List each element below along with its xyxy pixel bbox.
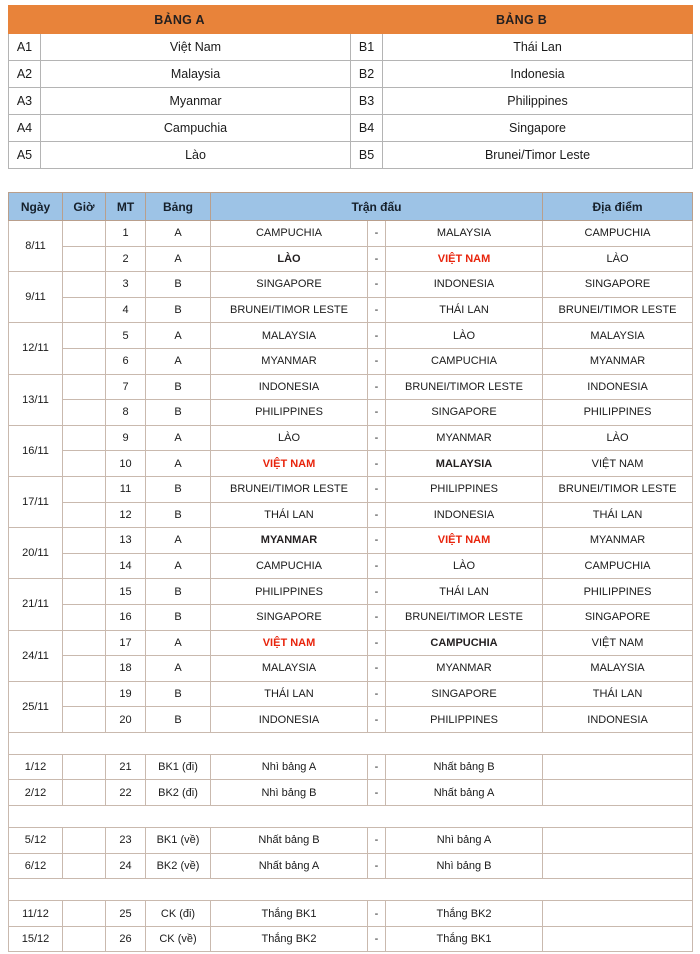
match-separator: -	[368, 828, 386, 854]
match-time	[63, 348, 106, 374]
away-team: INDONESIA	[386, 272, 543, 298]
knockout-row	[9, 926, 693, 952]
schedule-spacer-row	[9, 806, 693, 828]
match-venue: PHILIPPINES	[543, 579, 693, 605]
group-a-team: Việt Nam	[41, 34, 351, 61]
group-a-code: A5	[9, 142, 41, 169]
knockout-row	[9, 780, 693, 806]
match-separator: -	[368, 400, 386, 426]
group-a-code: A2	[9, 61, 41, 88]
match-group: B	[146, 297, 211, 323]
match-time	[63, 579, 106, 605]
knockout-match-number: 21	[106, 754, 146, 780]
match-venue: MALAYSIA	[543, 656, 693, 682]
knockout-stage: BK2 (đi)	[146, 780, 211, 806]
match-separator: -	[368, 853, 386, 879]
vietnam-team-label: VIỆT NAM	[437, 252, 491, 265]
match-venue: CAMPUCHIA	[543, 553, 693, 579]
schedule-row	[9, 348, 693, 374]
away-team: SINGAPORE	[386, 400, 543, 426]
knockout-row	[9, 901, 693, 927]
home-team	[211, 451, 368, 477]
home-team: MYANMAR	[211, 348, 368, 374]
match-separator: -	[368, 374, 386, 400]
knockout-away-team: Nhất bảng B	[386, 754, 543, 780]
match-separator: -	[368, 901, 386, 927]
match-date: 20/11	[9, 528, 63, 579]
groups-table-row	[9, 34, 693, 61]
match-venue: MYANMAR	[543, 528, 693, 554]
schedule-table	[8, 192, 693, 952]
knockout-match-number: 24	[106, 853, 146, 879]
schedule-row	[9, 374, 693, 400]
schedule-spacer-row	[9, 879, 693, 901]
team-label: MALAYSIA	[435, 457, 493, 470]
match-date: 21/11	[9, 579, 63, 630]
knockout-home-team: Nhất bảng B	[211, 828, 368, 854]
away-team: LÀO	[386, 323, 543, 349]
match-number: 17	[106, 630, 146, 656]
match-group: B	[146, 272, 211, 298]
home-team: PHILIPPINES	[211, 579, 368, 605]
home-team: INDONESIA	[211, 374, 368, 400]
home-team: INDONESIA	[211, 707, 368, 733]
match-group: A	[146, 553, 211, 579]
match-group: A	[146, 425, 211, 451]
group-a-team: Myanmar	[41, 88, 351, 115]
group-a-code: A3	[9, 88, 41, 115]
knockout-match-number: 23	[106, 828, 146, 854]
home-team: MALAYSIA	[211, 656, 368, 682]
group-a-header: BẢNG A	[9, 6, 351, 34]
knockout-stage: BK1 (đi)	[146, 754, 211, 780]
knockout-row	[9, 754, 693, 780]
group-b-header: BẢNG B	[351, 6, 693, 34]
schedule-row	[9, 707, 693, 733]
schedule-row	[9, 246, 693, 272]
match-separator: -	[368, 297, 386, 323]
match-number: 12	[106, 502, 146, 528]
match-venue: BRUNEI/TIMOR LESTE	[543, 476, 693, 502]
match-number: 18	[106, 656, 146, 682]
match-separator: -	[368, 630, 386, 656]
knockout-venue	[543, 828, 693, 854]
match-group: B	[146, 604, 211, 630]
match-number: 6	[106, 348, 146, 374]
group-b-code: B2	[351, 61, 383, 88]
match-venue: PHILIPPINES	[543, 400, 693, 426]
header-venue: Địa điểm	[543, 193, 693, 221]
match-time	[63, 656, 106, 682]
match-number: 14	[106, 553, 146, 579]
match-group: A	[146, 323, 211, 349]
match-number: 15	[106, 579, 146, 605]
match-venue: SINGAPORE	[543, 604, 693, 630]
match-time	[63, 323, 106, 349]
match-time	[63, 221, 106, 247]
match-group: B	[146, 502, 211, 528]
knockout-away-team: Thắng BK1	[386, 926, 543, 952]
match-time	[63, 528, 106, 554]
away-team: MALAYSIA	[386, 221, 543, 247]
home-team: SINGAPORE	[211, 272, 368, 298]
schedule-table-container	[8, 192, 692, 952]
match-date: 25/11	[9, 681, 63, 732]
header-group: Bảng	[146, 193, 211, 221]
knockout-date: 2/12	[9, 780, 63, 806]
match-separator: -	[368, 451, 386, 477]
match-venue: INDONESIA	[543, 707, 693, 733]
match-separator: -	[368, 707, 386, 733]
away-team: INDONESIA	[386, 502, 543, 528]
match-separator: -	[368, 926, 386, 952]
match-separator: -	[368, 553, 386, 579]
knockout-row	[9, 828, 693, 854]
schedule-row	[9, 579, 693, 605]
knockout-home-team: Nhì bảng A	[211, 754, 368, 780]
group-a-team: Campuchia	[41, 115, 351, 142]
match-group: B	[146, 681, 211, 707]
match-group: B	[146, 476, 211, 502]
home-team: SINGAPORE	[211, 604, 368, 630]
knockout-date: 11/12	[9, 901, 63, 927]
home-team: THÁI LAN	[211, 681, 368, 707]
knockout-match-number: 26	[106, 926, 146, 952]
match-number: 7	[106, 374, 146, 400]
knockout-venue	[543, 853, 693, 879]
knockout-date: 5/12	[9, 828, 63, 854]
home-team: BRUNEI/TIMOR LESTE	[211, 476, 368, 502]
match-time	[63, 246, 106, 272]
knockout-stage: CK (về)	[146, 926, 211, 952]
knockout-time	[63, 926, 106, 952]
group-b-code: B5	[351, 142, 383, 169]
schedule-row	[9, 451, 693, 477]
group-a-team: Malaysia	[41, 61, 351, 88]
header-date: Ngày	[9, 193, 63, 221]
match-venue: MYANMAR	[543, 348, 693, 374]
knockout-row	[9, 853, 693, 879]
match-number: 2	[106, 246, 146, 272]
knockout-venue	[543, 901, 693, 927]
group-b-code: B1	[351, 34, 383, 61]
match-time	[63, 707, 106, 733]
home-team: CAMPUCHIA	[211, 553, 368, 579]
schedule-row	[9, 681, 693, 707]
knockout-stage: BK2 (về)	[146, 853, 211, 879]
knockout-date: 6/12	[9, 853, 63, 879]
match-separator: -	[368, 272, 386, 298]
match-group: A	[146, 348, 211, 374]
match-time	[63, 604, 106, 630]
match-time	[63, 272, 106, 298]
vietnam-team-label: VIỆT NAM	[262, 636, 316, 649]
match-separator: -	[368, 348, 386, 374]
group-a-team: Lào	[41, 142, 351, 169]
away-team: BRUNEI/TIMOR LESTE	[386, 374, 543, 400]
match-venue: VIỆT NAM	[543, 451, 693, 477]
match-group: B	[146, 400, 211, 426]
schedule-spacer-cell	[9, 879, 693, 901]
match-number: 11	[106, 476, 146, 502]
team-label: CAMPUCHIA	[430, 636, 498, 649]
match-group: B	[146, 374, 211, 400]
match-time	[63, 502, 106, 528]
match-separator: -	[368, 502, 386, 528]
away-team	[386, 246, 543, 272]
knockout-venue	[543, 754, 693, 780]
knockout-time	[63, 780, 106, 806]
knockout-stage: CK (đi)	[146, 901, 211, 927]
schedule-row	[9, 476, 693, 502]
header-match-no: MT	[106, 193, 146, 221]
group-b-team: Philippines	[383, 88, 693, 115]
knockout-venue	[543, 926, 693, 952]
schedule-row	[9, 630, 693, 656]
group-a-code: A4	[9, 115, 41, 142]
home-team	[211, 630, 368, 656]
match-separator: -	[368, 780, 386, 806]
match-group: A	[146, 630, 211, 656]
match-venue: MALAYSIA	[543, 323, 693, 349]
match-separator: -	[368, 579, 386, 605]
knockout-home-team: Nhì bảng B	[211, 780, 368, 806]
knockout-time	[63, 901, 106, 927]
away-team: PHILIPPINES	[386, 476, 543, 502]
group-a-code: A1	[9, 34, 41, 61]
match-number: 4	[106, 297, 146, 323]
match-time	[63, 630, 106, 656]
away-team	[386, 528, 543, 554]
away-team	[386, 451, 543, 477]
match-venue: LÀO	[543, 425, 693, 451]
group-b-code: B4	[351, 115, 383, 142]
group-b-team: Thái Lan	[383, 34, 693, 61]
match-date: 24/11	[9, 630, 63, 681]
schedule-row	[9, 272, 693, 298]
away-team: SINGAPORE	[386, 681, 543, 707]
knockout-home-team: Nhất bảng A	[211, 853, 368, 879]
match-venue: BRUNEI/TIMOR LESTE	[543, 297, 693, 323]
knockout-match-number: 25	[106, 901, 146, 927]
home-team	[211, 528, 368, 554]
match-date: 9/11	[9, 272, 63, 323]
groups-table-body	[9, 34, 693, 169]
away-team: THÁI LAN	[386, 297, 543, 323]
match-number: 19	[106, 681, 146, 707]
match-group: A	[146, 221, 211, 247]
match-separator: -	[368, 246, 386, 272]
match-number: 13	[106, 528, 146, 554]
schedule-row	[9, 425, 693, 451]
schedule-spacer-cell	[9, 806, 693, 828]
match-number: 8	[106, 400, 146, 426]
match-separator: -	[368, 221, 386, 247]
header-time: Giờ	[63, 193, 106, 221]
schedule-table-body	[9, 221, 693, 952]
schedule-row	[9, 604, 693, 630]
away-team: LÀO	[386, 553, 543, 579]
group-b-team: Indonesia	[383, 61, 693, 88]
knockout-time	[63, 853, 106, 879]
match-venue: CAMPUCHIA	[543, 221, 693, 247]
away-team: MYANMAR	[386, 656, 543, 682]
match-group: A	[146, 656, 211, 682]
knockout-home-team: Thắng BK1	[211, 901, 368, 927]
knockout-home-team: Thắng BK2	[211, 926, 368, 952]
match-number: 20	[106, 707, 146, 733]
knockout-away-team: Thắng BK2	[386, 901, 543, 927]
team-label: MYANMAR	[260, 534, 318, 547]
away-team: BRUNEI/TIMOR LESTE	[386, 604, 543, 630]
match-time	[63, 425, 106, 451]
match-separator: -	[368, 604, 386, 630]
away-team	[386, 630, 543, 656]
schedule-row	[9, 221, 693, 247]
group-b-team: Singapore	[383, 115, 693, 142]
schedule-row	[9, 553, 693, 579]
match-date: 17/11	[9, 476, 63, 527]
groups-table	[8, 5, 693, 169]
groups-table-row	[9, 142, 693, 169]
groups-table-row	[9, 88, 693, 115]
match-number: 3	[106, 272, 146, 298]
match-number: 10	[106, 451, 146, 477]
schedule-spacer-cell	[9, 732, 693, 754]
match-time	[63, 451, 106, 477]
match-separator: -	[368, 754, 386, 780]
home-team	[211, 246, 368, 272]
vietnam-team-label: VIỆT NAM	[437, 534, 491, 547]
match-time	[63, 553, 106, 579]
knockout-away-team: Nhì bảng A	[386, 828, 543, 854]
vietnam-team-label: VIỆT NAM	[262, 457, 316, 470]
match-time	[63, 476, 106, 502]
home-team: PHILIPPINES	[211, 400, 368, 426]
match-venue: THÁI LAN	[543, 502, 693, 528]
match-separator: -	[368, 323, 386, 349]
schedule-header-row	[9, 193, 693, 221]
match-time	[63, 681, 106, 707]
home-team: THÁI LAN	[211, 502, 368, 528]
home-team: BRUNEI/TIMOR LESTE	[211, 297, 368, 323]
knockout-date: 1/12	[9, 754, 63, 780]
match-group: B	[146, 707, 211, 733]
knockout-away-team: Nhất bảng A	[386, 780, 543, 806]
match-venue: VIỆT NAM	[543, 630, 693, 656]
header-match: Trận đấu	[211, 193, 543, 221]
match-separator: -	[368, 681, 386, 707]
home-team: CAMPUCHIA	[211, 221, 368, 247]
match-separator: -	[368, 476, 386, 502]
match-number: 1	[106, 221, 146, 247]
match-number: 9	[106, 425, 146, 451]
match-time	[63, 297, 106, 323]
schedule-row	[9, 528, 693, 554]
knockout-time	[63, 828, 106, 854]
match-date: 12/11	[9, 323, 63, 374]
schedule-row	[9, 297, 693, 323]
match-time	[63, 374, 106, 400]
schedule-spacer-row	[9, 732, 693, 754]
group-b-team: Brunei/Timor Leste	[383, 142, 693, 169]
knockout-time	[63, 754, 106, 780]
match-separator: -	[368, 528, 386, 554]
group-b-code: B3	[351, 88, 383, 115]
home-team: MALAYSIA	[211, 323, 368, 349]
match-group: A	[146, 528, 211, 554]
away-team: CAMPUCHIA	[386, 348, 543, 374]
home-team: LÀO	[211, 425, 368, 451]
knockout-venue	[543, 780, 693, 806]
groups-table-row	[9, 115, 693, 142]
team-label: LÀO	[277, 252, 301, 265]
match-number: 16	[106, 604, 146, 630]
match-group: B	[146, 579, 211, 605]
schedule-row	[9, 323, 693, 349]
match-venue: LÀO	[543, 246, 693, 272]
match-date: 13/11	[9, 374, 63, 425]
away-team: THÁI LAN	[386, 579, 543, 605]
match-date: 8/11	[9, 221, 63, 272]
groups-table-container	[8, 5, 692, 169]
match-number: 5	[106, 323, 146, 349]
match-venue: INDONESIA	[543, 374, 693, 400]
match-separator: -	[368, 425, 386, 451]
knockout-stage: BK1 (về)	[146, 828, 211, 854]
match-group: A	[146, 451, 211, 477]
schedule-row	[9, 502, 693, 528]
match-group: A	[146, 246, 211, 272]
schedule-row	[9, 400, 693, 426]
knockout-date: 15/12	[9, 926, 63, 952]
schedule-row	[9, 656, 693, 682]
groups-header-row	[9, 6, 693, 34]
match-venue: SINGAPORE	[543, 272, 693, 298]
away-team: PHILIPPINES	[386, 707, 543, 733]
match-time	[63, 400, 106, 426]
away-team: MYANMAR	[386, 425, 543, 451]
match-date: 16/11	[9, 425, 63, 476]
knockout-match-number: 22	[106, 780, 146, 806]
match-separator: -	[368, 656, 386, 682]
match-venue: THÁI LAN	[543, 681, 693, 707]
groups-table-row	[9, 61, 693, 88]
knockout-away-team: Nhì bảng B	[386, 853, 543, 879]
